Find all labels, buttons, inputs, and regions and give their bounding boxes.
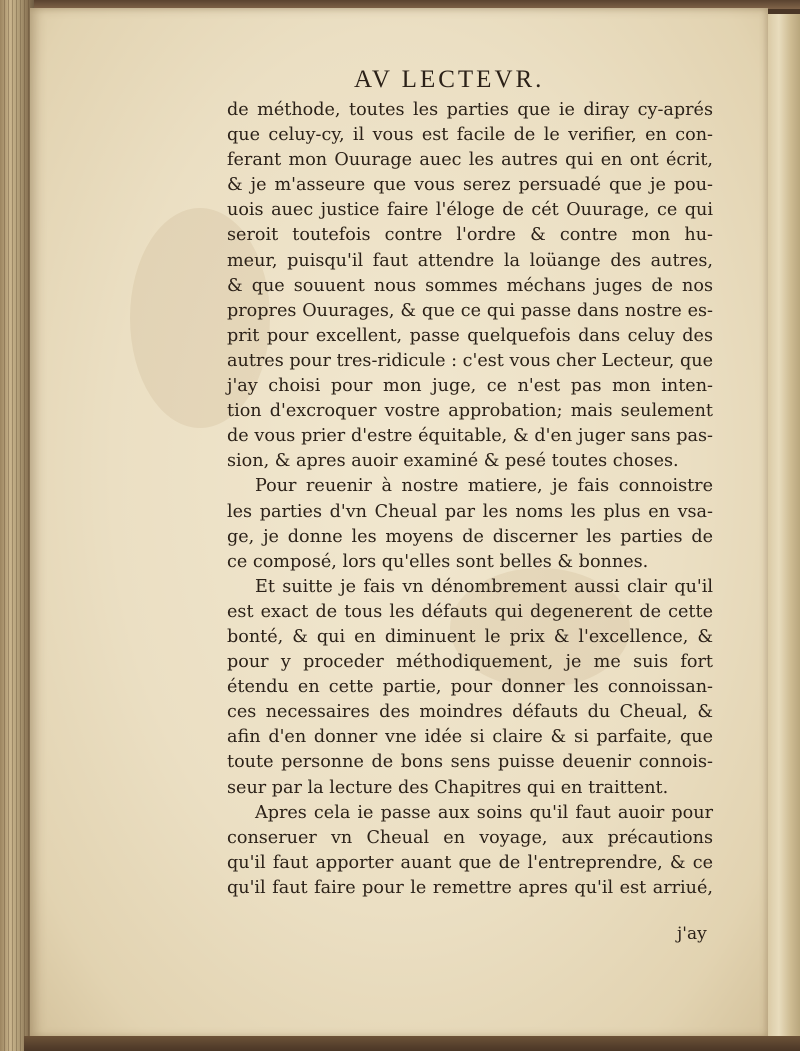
text-line: les parties d'vn Cheual par les noms les plus en vsa-	[227, 501, 713, 522]
text-line: conseruer vn Cheual en voyage, aux précautions	[227, 827, 713, 848]
text-line: qu'il faut faire pour le remettre apres qu'il est arriué,	[227, 877, 713, 898]
text-line: prit pour excellent, passe quelquefois dans celuy des	[227, 325, 713, 346]
text-line: meur, puisqu'il faut attendre la loüange des autres,	[227, 250, 713, 271]
text-line: qu'il faut apporter auant que de l'entreprendre, & ce	[227, 852, 713, 873]
text-line: propres Ouurages, & que ce qui passe dans nostre es-	[227, 300, 713, 321]
text-line: & que souuent nous sommes méchans juges de nos	[227, 275, 713, 296]
right-page-edge	[766, 14, 800, 1038]
text-line: sion, & apres auoir examiné & pesé toutes choses.	[227, 451, 679, 472]
binding-page-edges	[4, 0, 30, 1051]
catchword: j'ay	[677, 924, 707, 944]
text-line: étendu en cette partie, pour donner les connoissan-	[227, 677, 713, 698]
text-line: de vous prier d'estre équitable, & d'en juger sans pas-	[227, 426, 713, 447]
text-line: ge, je donne les moyens de discerner les parties de	[227, 526, 713, 547]
text-line: ce composé, lors qu'elles sont belles & bonnes.	[227, 551, 649, 572]
text-line: Pour reuenir à nostre matiere, je fais connoistre	[255, 476, 713, 497]
text-line: uois auec justice faire l'éloge de cét Ouurage, ce qui	[227, 200, 713, 221]
text-line: toute personne de bons sens puisse deuenir connois-	[227, 752, 713, 773]
text-line: bonté, & qui en diminuent le prix & l'excellence, &	[227, 626, 713, 647]
text-line: seur par la lecture des Chapitres qui en traittent.	[227, 777, 669, 798]
text-line: de méthode, toutes les parties que ie diray cy-aprés	[227, 100, 713, 120]
running-head: AV LECTEVR.	[354, 66, 545, 93]
book-binding	[0, 0, 34, 1051]
text-line: tion d'excroquer vostre approbation; mais seulement	[227, 401, 713, 422]
text-line: Apres cela ie passe aux soins qu'il faut auoir pour	[255, 802, 713, 823]
body-text	[227, 98, 713, 901]
bottom-edge	[24, 1036, 800, 1051]
text-line: afin d'en donner vne idée si claire & si parfaite, que	[227, 727, 713, 748]
text-line: seroit toutefois contre l'ordre & contre mon hu-	[227, 225, 713, 246]
text-line: pour y proceder méthodiquement, je me suis fort	[227, 652, 713, 673]
text-line: j'ay choisi pour mon juge, ce n'est pas mon inten-	[227, 376, 713, 397]
text-line: ferant mon Ouurage auec les autres qui en ont écrit,	[227, 150, 713, 171]
text-line: & je m'asseure que vous serez persuadé que je pou-	[227, 175, 713, 196]
text-line: Et suitte je fais vn dénombrement aussi clair qu'il	[255, 576, 713, 597]
text-line: est exact de tous les défauts qui degenerent de cette	[227, 601, 713, 622]
text-line: ces necessaires des moindres défauts du Cheual, &	[227, 702, 713, 723]
text-line: autres pour tres-ridicule : c'est vous cher Lecteur, que	[227, 350, 713, 371]
text-line: que celuy-cy, il vous est facile de le verifier, en con-	[227, 125, 713, 146]
